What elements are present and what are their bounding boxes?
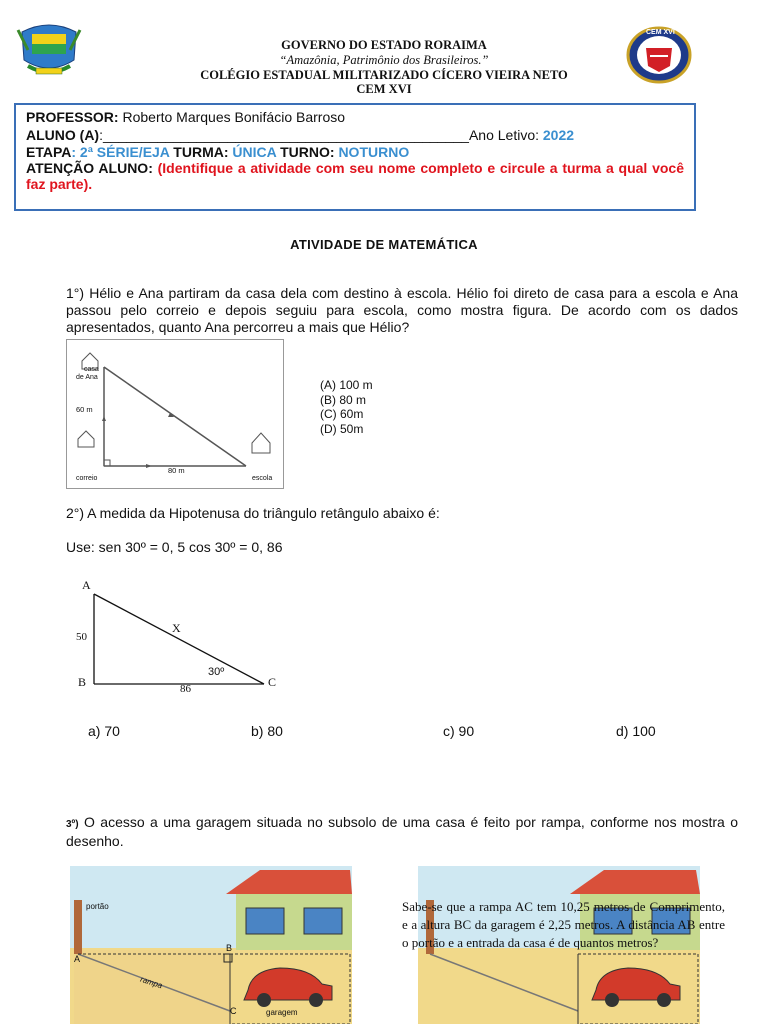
turma-label: TURMA: [169, 144, 233, 160]
fig1-casa-label: casa [84, 366, 99, 373]
question-3-body: O acesso a uma garagem situada no subsolo de uma casa é feito por rampa, conforme nos mostra o desenho. [66, 814, 738, 849]
q1-option-b[interactable]: (B) 80 m [320, 392, 367, 407]
atencao-label: ATENÇÃO ALUNO: [26, 160, 158, 176]
turno-value: NOTURNO [338, 144, 410, 160]
aluno-label: ALUNO (A) [26, 127, 100, 143]
tri-hypotenuse-x: X [172, 621, 181, 635]
question-3-number: 3º) [66, 819, 79, 830]
ano-letivo-value: 2022 [542, 127, 575, 143]
fig3-point-a: A [74, 954, 81, 964]
fig1-escola-label: escola [252, 475, 273, 482]
professor-name: Roberto Marques Bonifácio Barroso [122, 109, 346, 125]
header-government: GOVERNO DO ESTADO RORAIMA [281, 38, 487, 52]
q1-option-a[interactable]: (A) 100 m [320, 378, 373, 392]
tri-vertex-b: B [78, 675, 87, 689]
school-logo-label: CEM XVI [646, 29, 675, 36]
question-3-text [66, 814, 738, 850]
etapa-value: : 2ª SÉRIE/EJA [71, 144, 170, 160]
fig3-rampa-label: rampa [139, 974, 164, 991]
fig1-60m-label: 60 m [76, 405, 93, 414]
question-1-options [320, 378, 373, 436]
tri-side-50: 50 [76, 631, 87, 643]
q2-answer-b[interactable]: b) 80 [251, 723, 283, 739]
turma-value: ÚNICA [232, 144, 277, 160]
tri-angle-30: 30º [208, 666, 225, 678]
tri-side-86: 86 [180, 683, 191, 695]
tri-vertex-a: A [82, 578, 91, 592]
q1-option-c[interactable]: (C) 60m [320, 407, 364, 421]
professor-label: PROFESSOR: [26, 109, 119, 125]
question-2-triangle [70, 574, 290, 698]
fig1-de-ana-label: de Ana [76, 374, 98, 381]
question-3-statement: Sabe-se que a rampa AC tem 10,25 metros de Comprimento, e a altura BC da garagem é 2,25 metros. A distância AB entre o portão e a entrada da casa é de quantos metros? [402, 899, 725, 950]
garage-figure-1 [70, 866, 352, 1024]
page-title: ATIVIDADE DE MATEMÁTICA [290, 237, 478, 252]
q2-answer-c[interactable]: c) 90 [443, 723, 475, 739]
question-2-hint: Use: sen 30º = 0, 5 cos 30º = 0, 86 [66, 539, 283, 555]
header-cem: CEM XVI [356, 82, 412, 96]
q2-answer-d[interactable]: d) 100 [616, 723, 656, 739]
turno-label: TURNO: [276, 144, 339, 160]
ano-letivo-label: Ano Letivo: [468, 127, 543, 143]
header-school: COLÉGIO ESTADUAL MILITARIZADO CÍCERO VIEIRA NETO [200, 68, 568, 82]
tri-vertex-c: C [268, 675, 277, 689]
aluno-name-line[interactable]: :_______________________________________________ [99, 127, 469, 143]
fig1-correio-label: correio [76, 475, 98, 482]
question-2-text: 2°) A medida da Hipotenusa do triângulo retângulo abaixo é: [66, 505, 440, 521]
student-info-box [14, 103, 696, 211]
q1-option-d[interactable]: (D) 50m [320, 421, 364, 436]
atencao-text: (Identifique a atividade com seu nome completo e circule a turma a qual você faz parte). [26, 160, 684, 192]
question-1-figure [66, 339, 284, 489]
question-1-text: 1°) Hélio e Ana partiram da casa dela com destino à escola. Hélio foi direto de casa para a escola e Ana passou pelo correio e depois seguiu para escola, como mostra figura. De acordo com os dados apresentados, quanto Ana percorreu a mais que Hélio? [66, 285, 738, 335]
q2-answer-a[interactable]: a) 70 [88, 723, 120, 739]
etapa-label: ETAPA [26, 144, 72, 160]
fig3-portao-label: portão [86, 902, 109, 911]
fig3-garagem-label: garagem [266, 1008, 298, 1017]
fig1-80m-label: 80 m [168, 466, 185, 475]
fig3-point-c: C [230, 1006, 237, 1016]
fig3-point-b: B [226, 943, 233, 953]
header-motto: “Amazônia, Patrimônio dos Brasileiros.” [279, 53, 489, 67]
